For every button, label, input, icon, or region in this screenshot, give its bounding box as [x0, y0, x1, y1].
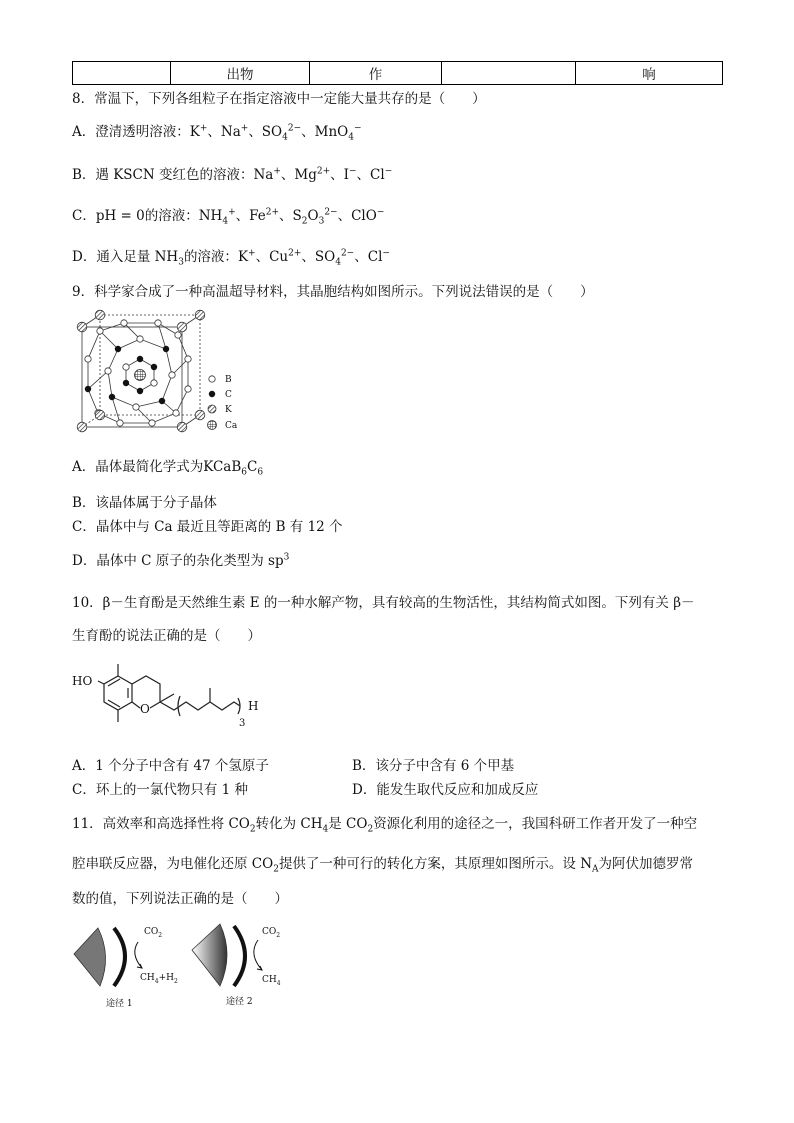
- path2-label: 途径 2: [226, 997, 253, 1007]
- q8-option-b[interactable]: B．遇 KSCN 变红色的溶液：Na+、$Mg^{2+}$、I−、Cl−: [72, 166, 393, 183]
- legend-label-k: K: [225, 405, 232, 415]
- stem-text: 转化为 CH: [255, 816, 323, 832]
- option-label: A．晶体最简化学式为: [72, 459, 204, 475]
- stem-text: 11．高效率和高选择性将 CO: [72, 816, 250, 832]
- q9-option-b[interactable]: B．该晶体属于分子晶体: [72, 495, 217, 511]
- legend-label-c: C: [225, 390, 232, 400]
- option-label: C．pH = 0的溶液：: [72, 208, 199, 224]
- path1-label: 途径 1: [106, 999, 133, 1009]
- q8-option-d[interactable]: D．通入足量 $NH_3$的溶液：K+、$Cu^{2+}$、$SO_4^{2-}$、Cl−: [72, 248, 390, 268]
- repeat-count-label: 3: [239, 718, 246, 729]
- ring-oxygen-label: O: [140, 702, 150, 716]
- table-cell: 响: [576, 62, 723, 85]
- q8-option-c[interactable]: C．pH = 0的溶液：$NH_4^+$、$Fe^{2+}$、$S_2O_3^{2-}$、ClO−: [72, 207, 385, 227]
- co2-conversion-diagram: [70, 920, 300, 1012]
- table-cell: 作: [310, 62, 442, 85]
- option-label: D．晶体中 C 原子的杂化类型为 sp: [72, 553, 284, 569]
- q9-stem: 9．科学家合成了一种高温超导材料，其晶胞结构如图所示。下列说法错误的是（ ）: [72, 284, 594, 300]
- q8-stem: 8．常温下，下列各组粒子在指定溶液中一定能大量共存的是（ ）: [72, 91, 486, 107]
- q10-option-a[interactable]: A．1 个分子中含有 47 个氢原子: [72, 758, 269, 774]
- legend-label-b: B: [225, 375, 232, 385]
- option-label: B．遇 KSCN 变红色的溶液：: [72, 167, 254, 183]
- q8-option-a[interactable]: A．澄清透明溶液：K+、Na+、$SO_4^{2-}$、MnO$_4$−: [72, 123, 362, 143]
- option-label: A．澄清透明溶液：: [72, 124, 190, 140]
- q11-stem-line3: 数的值，下列说法正确的是（ ）: [72, 891, 288, 907]
- legend-label-ca: Ca: [225, 421, 238, 431]
- option-label: 的溶液：: [183, 249, 238, 265]
- q10-option-c[interactable]: C．环上的一氯代物只有 1 种: [72, 782, 249, 798]
- table-cell: 出物: [171, 62, 310, 85]
- q9-option-c[interactable]: C．晶体中与 Ca 最近且等距离的 B 有 12 个: [72, 519, 343, 535]
- stem-text: 提供了一种可行的转化方案，其原理如图所示。设 N: [278, 856, 593, 872]
- q11-stem-line2: 腔串联反应器，为电催化还原 $CO_2$提供了一种可行的转化方案，其原理如图所示。设 $N_A$为阿伏加德罗常: [72, 856, 694, 875]
- q10-option-d[interactable]: D．能发生取代反应和加成反应: [352, 782, 539, 798]
- path2-co2-label: $CO_2$: [262, 927, 281, 939]
- path1-co2-label: $CO_2$: [144, 927, 163, 939]
- top-table: [72, 61, 723, 85]
- q9-option-d[interactable]: D．晶体中 C 原子的杂化类型为 $sp^3$: [72, 552, 290, 569]
- stem-text: 为阿伏加德罗常: [598, 856, 694, 872]
- q11-stem-line1: 11．高效率和高选择性将 $CO_2$转化为 $CH_4$是 $CO_2$资源化利用的途径之一，我国科研工作者开发了一种空: [72, 816, 698, 835]
- tocopherol-structure: [70, 662, 270, 750]
- stem-text: 资源化利用的途径之一，我国科研工作者开发了一种空: [373, 816, 698, 832]
- table-cell: [442, 62, 576, 85]
- option-label: D．通入足量 NH: [72, 249, 179, 265]
- stem-text: 腔串联反应器，为电催化还原 CO: [72, 856, 274, 872]
- q10-option-b[interactable]: B．该分子中含有 6 个甲基: [352, 758, 515, 774]
- stem-text: 是 CO: [328, 816, 368, 832]
- path2-product-label: $CH_4$: [262, 975, 281, 987]
- hydroxyl-label: HO: [72, 674, 93, 688]
- crystal-cell-diagram: [70, 309, 250, 445]
- q9-option-a[interactable]: A．晶体最简化学式为$KCaB_6C_6$: [72, 459, 264, 478]
- q10-stem-line1: 10．β－生育酚是天然维生素 E 的一种水解产物，具有较高的生物活性，其结构简式如图。下列有关 β－: [72, 595, 695, 611]
- table-cell: [73, 62, 171, 85]
- path1-product-label: $CH_4+H_2$: [140, 973, 178, 985]
- q10-stem-line2: 生育酚的说法正确的是（ ）: [72, 628, 261, 644]
- terminal-h-label: H: [248, 699, 259, 713]
